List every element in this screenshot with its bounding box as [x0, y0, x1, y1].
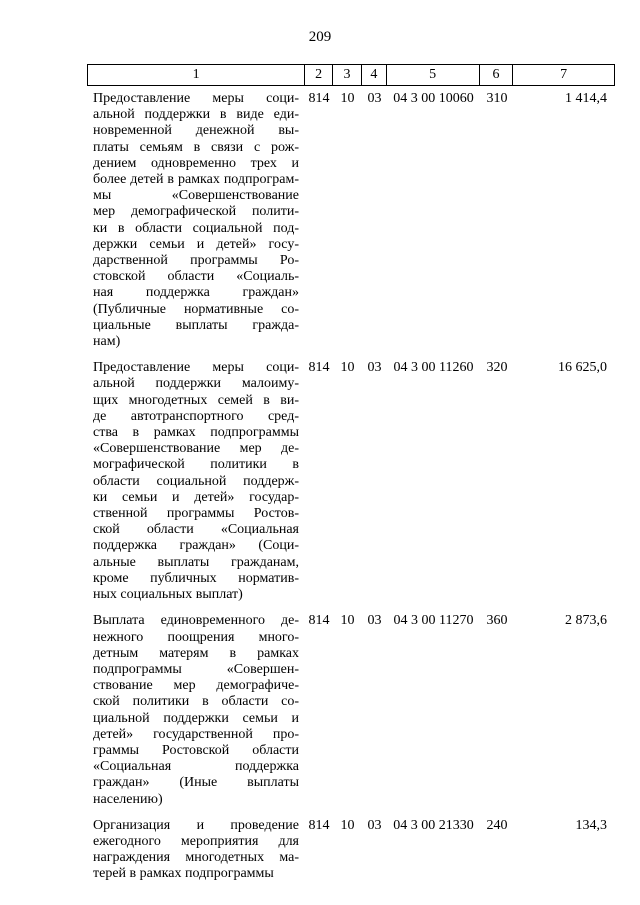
- description-line: граждан» (Иные выплаты: [93, 775, 299, 791]
- description-line: циальной поддержки семьи и: [93, 710, 299, 726]
- description-line: ежегодного мероприятия для: [93, 833, 299, 849]
- row-description: [87, 91, 305, 350]
- description-line: мы «Совершенствование: [93, 188, 299, 204]
- header-col-5: 5: [387, 65, 480, 85]
- description-line: держки семьи и детей» госу-: [93, 236, 299, 252]
- table-row: [87, 613, 615, 807]
- row-code-6: 320: [486, 360, 508, 376]
- description-line: поддержка граждан» (Соци-: [93, 538, 299, 554]
- table-row: [87, 91, 615, 350]
- description-line: терей в рамках подпрограммы: [93, 866, 274, 882]
- description-line: ствование мер демографиче-: [93, 678, 299, 694]
- description-line: ства в рамках подпрограммы: [93, 425, 299, 441]
- row-code-5: 04 3 00 11260: [393, 360, 474, 376]
- description-line: граммы Ростовской области: [93, 742, 299, 758]
- description-line: Организация и проведение: [93, 817, 299, 833]
- description-line: ской области «Социальная: [93, 522, 299, 538]
- description-line: детным матерям в рамках: [93, 645, 299, 661]
- row-code-4: 03: [367, 360, 382, 376]
- description-line: более детей в рамках подпрограм-: [93, 172, 299, 188]
- row-code-2: 814: [308, 360, 330, 376]
- row-description: [87, 360, 305, 603]
- row-amount: 134,3: [575, 817, 607, 833]
- table-row: [87, 818, 615, 883]
- description-line: стовской области «Социаль-: [93, 269, 299, 285]
- row-code-6: 360: [486, 613, 508, 629]
- description-line: награждения многодетных ма-: [93, 850, 299, 866]
- table-body: [87, 91, 615, 893]
- row-description: [87, 613, 305, 807]
- row-code-3: 10: [340, 91, 355, 106]
- header-col-3: 3: [333, 65, 362, 85]
- header-col-2: 2: [305, 65, 333, 85]
- row-code-4: 03: [367, 613, 382, 629]
- description-line: подпрограммы «Совершен-: [93, 661, 299, 677]
- row-code-4: 03: [367, 817, 382, 833]
- description-line: щих многодетных семей в ви-: [93, 392, 299, 408]
- page-number: 209: [308, 29, 332, 45]
- row-code-2: 814: [308, 613, 330, 629]
- row-code-3: 10: [340, 817, 355, 833]
- description-line: ки семьи и детей» государ-: [93, 489, 299, 505]
- description-line: детей» государственной про-: [93, 726, 299, 742]
- row-code-5: 04 3 00 11270: [393, 613, 474, 629]
- description-line: платы семьям в связи с рож-: [93, 139, 299, 155]
- header-col-1: 1: [88, 65, 305, 85]
- row-code-4: 03: [367, 91, 382, 106]
- description-line: новременной денежной вы-: [93, 123, 299, 139]
- description-line: ных социальных выплат): [93, 587, 243, 603]
- description-line: альной поддержки малоиму-: [93, 376, 299, 392]
- row-code-6: 240: [486, 817, 508, 833]
- description-line: ственной программы Ростов-: [93, 506, 299, 522]
- description-line: Выплата единовременного де-: [93, 613, 299, 629]
- description-line: ная поддержка граждан»: [93, 285, 299, 301]
- description-line: ки в области социальной под-: [93, 220, 299, 236]
- row-amount: 16 625,0: [558, 360, 607, 376]
- header-col-4: 4: [362, 65, 387, 85]
- header-col-6: 6: [480, 65, 514, 85]
- table-header: [87, 64, 615, 86]
- row-code-5: 04 3 00 21330: [393, 817, 474, 833]
- row-code-3: 10: [340, 360, 355, 376]
- description-line: «Совершенствование мер де-: [93, 441, 299, 457]
- description-line: Предоставление меры соци-: [93, 91, 299, 106]
- description-line: дарственной программы Ро-: [93, 253, 299, 269]
- description-line: мер демографической полити-: [93, 204, 299, 220]
- description-line: циальные выплаты гражда-: [93, 317, 299, 333]
- description-line: ской политики в области со-: [93, 694, 299, 710]
- description-line: Предоставление меры соци-: [93, 360, 299, 376]
- description-line: нам): [93, 334, 121, 350]
- row-code-2: 814: [308, 817, 330, 833]
- description-line: нежного поощрения много-: [93, 629, 299, 645]
- description-line: кроме публичных норматив-: [93, 570, 299, 586]
- row-description: [87, 818, 305, 883]
- description-line: населению): [93, 791, 163, 807]
- description-line: мографической политики в: [93, 457, 299, 473]
- header-col-7: 7: [560, 67, 568, 82]
- description-line: де автотранспортного сред-: [93, 408, 299, 424]
- description-line: (Публичные нормативные со-: [93, 301, 299, 317]
- description-line: дением одновременно трех и: [93, 155, 299, 171]
- description-line: альные выплаты гражданам,: [93, 554, 299, 570]
- row-amount: 1 414,4: [565, 91, 607, 106]
- table-row: [87, 360, 615, 603]
- row-code-3: 10: [340, 613, 355, 629]
- description-line: «Социальная поддержка: [93, 759, 299, 775]
- row-code-2: 814: [308, 91, 330, 106]
- description-line: области социальной поддерж-: [93, 473, 299, 489]
- row-amount: 2 873,6: [565, 613, 607, 629]
- row-code-5: 04 3 00 10060: [393, 91, 474, 106]
- row-code-6: 310: [486, 91, 508, 106]
- description-line: альной поддержки в виде еди-: [93, 107, 299, 123]
